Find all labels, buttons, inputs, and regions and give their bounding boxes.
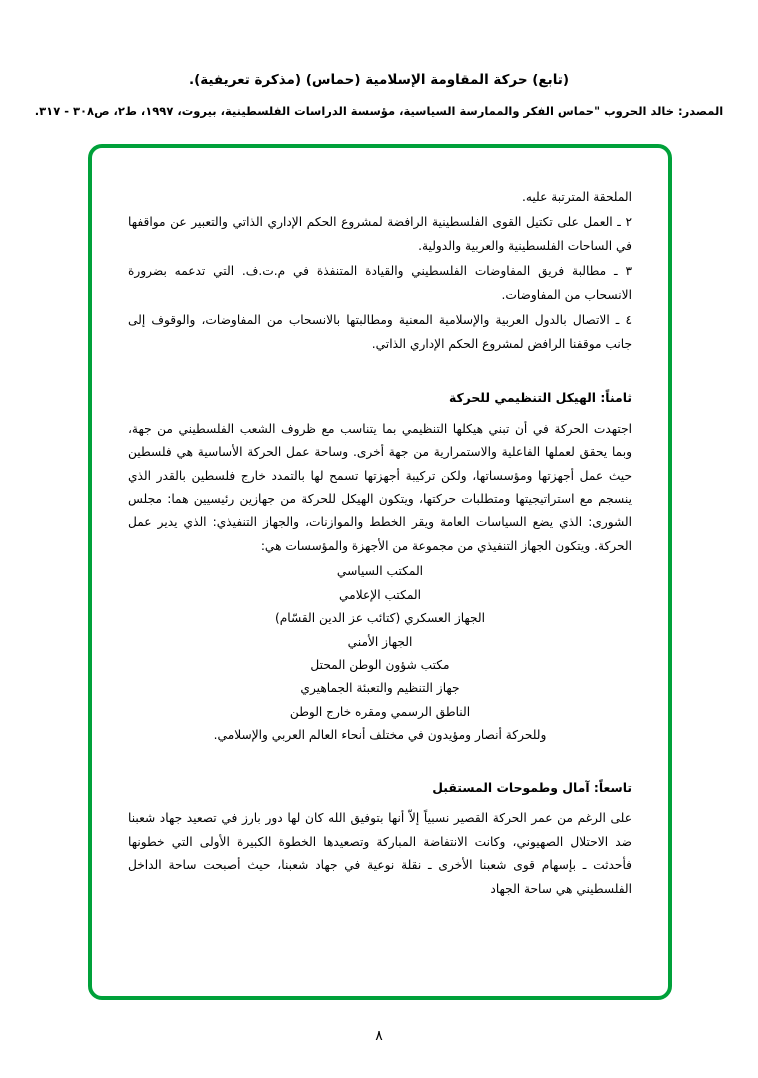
list-item-2: ٢ ـ العمل على تكتيل القوى الفلسطينية الرافضة لمشروع الحكم الإداري الذاتي والتعبير عن مواقفها في الساحات الفلسطينية والعربية والدولية. — [128, 215, 632, 253]
institutions-list — [128, 560, 632, 747]
list-item: الجهاز العسكري (كتائب عز الدين القسّام) — [274, 611, 486, 626]
section-eight-paragraph: اجتهدت الحركة في أن تبني هيكلها التنظيمي بما يتناسب مع ظروف الشعب الفلسطيني من جهة، وبما يحقق لعملها الفاعلية والاستمرارية من جهة أخرى. وساحة عمل الحركة الأساسية هي فلسطين حيث عمل أجهزتها ومؤسساتها، ولكن تركيبة أجهزتها تسمح لها بالتمدد خارج فلسطين بالقدر الذي ينسجم مع استراتيجيتها ومتطلبات حركتها، ويتكون الهيكل للحركة من جهازين رئيسيين هما: مجلس الشورى: الذي يضع السياسات العامة ويقر الخطط والموازنات، والجهاز التنفيذي: الذي يدير عمل الحركة. ويتكون الجهاز التنفيذي من مجموعة من الأجهزة والمؤسسات هي: — [128, 421, 632, 553]
content-frame — [88, 144, 672, 1000]
list-item: الجهاز الأمني — [347, 634, 413, 649]
section-heading-nine: تاسعاً: آمال وطموحات المستقبل — [432, 779, 632, 795]
list-item-3: ٣ ـ مطالبة فريق المفاوضات الفلسطيني والقيادة المتنفذة في م.ت.ف. التي تدعمه بضرورة الانسحاب من المفاوضات. — [128, 264, 632, 302]
institutions-closing-line: وللحركة أنصار ومؤيدون في مختلف أنحاء العالم العربي والإسلامي. — [213, 728, 547, 743]
section-nine-paragraph: على الرغم من عمر الحركة القصير نسبياً إلاّ أنها بتوفيق الله كان لها دور بارز في تصعيد جهاد شعبنا ضد الاحتلال الصهيوني، وكانت الانتفاضة المباركة وتصعيدها الخطوة الكبيرة الأولى التي خطونها فأحدثت ـ بإسهام قوى شعبنا الأخرى ـ نقلة نوعية في جهاد شعبنا، حيث أصبحت ساحة الداخل الفلسطيني هي ساحة الجهاد — [128, 811, 632, 896]
paragraph-line-1: الملحقة المترتبة عليه. — [521, 190, 632, 204]
list-item-4: ٤ ـ الاتصال بالدول العربية والإسلامية المعنية ومطالبتها بالانسحاب من المفاوضات، والوقوف إلى جانب موقفنا الرافض لمشروع الحكم الإداري الذاتي. — [128, 313, 632, 351]
list-item: الناطق الرسمي ومقره خارج الوطن — [289, 704, 471, 719]
list-item: جهاز التنظيم والتعبئة الجماهيري — [300, 681, 460, 696]
source-citation: المصدر: خالد الحروب "حماس الفكر والممارسة السياسية، مؤسسة الدراسات الفلسطينية، بيروت، ١٩٩٧، ط٢، ص٣٠٨ - ٣١٧. — [34, 104, 724, 118]
list-item: مكتب شؤون الوطن المحتل — [310, 657, 450, 672]
page-number: ٨ — [375, 1028, 383, 1044]
list-item: المكتب السياسي — [336, 564, 424, 579]
content-body — [128, 186, 632, 982]
section-heading-eight: ثامناً: الهيكل التنظيمي للحركة — [448, 389, 632, 405]
list-item: المكتب الإعلامي — [339, 587, 421, 602]
page-title: (تابع) حركة المقاومة الإسلامية (حماس) (مذكرة تعريفية). — [188, 72, 570, 88]
